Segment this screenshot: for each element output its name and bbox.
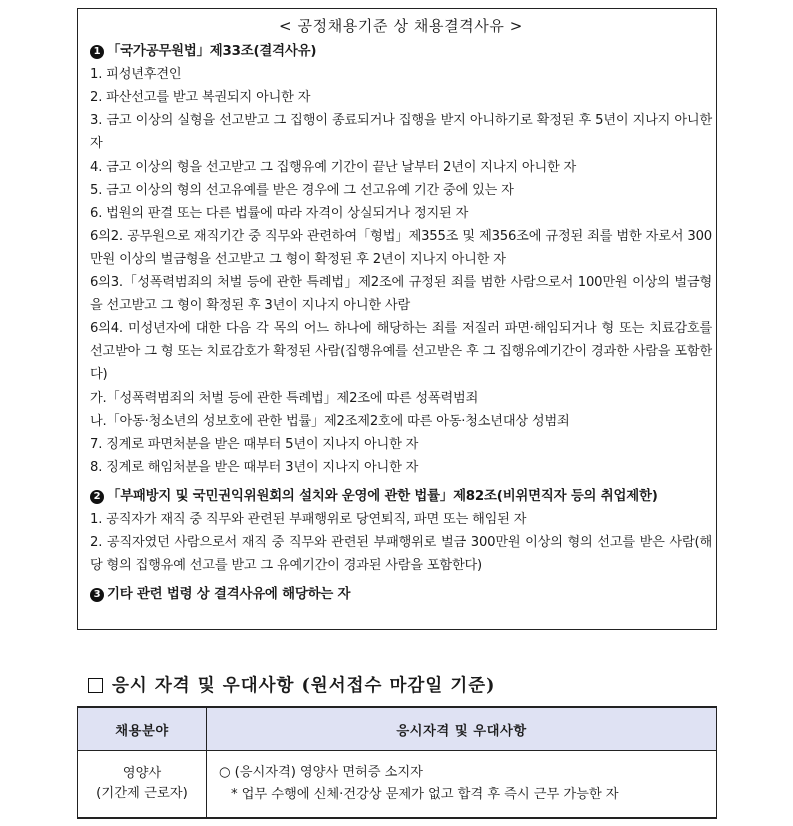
number-3-badge: 3	[90, 588, 104, 602]
number-2-badge: 2	[90, 490, 104, 504]
checkbox-square-icon	[88, 678, 103, 693]
list-item: 1. 공직자가 재직 중 직무와 관련된 부패행위로 당연퇴직, 파면 또는 해임된 자	[90, 511, 527, 527]
section-1-lines	[90, 63, 712, 479]
section-heading-2	[90, 485, 712, 508]
list-item: 6의4. 미성년자에 대한 다음 각 목의 어느 하나에 해당하는 죄를 저질러 파면·해임되거나 형 또는 치료감호를 선고받아 그 형 또는 치료감호가 확정된 사람(집행유예를 선고받은 후 그 집행유예기간이 경과한 사람을 포함한다)	[90, 321, 712, 383]
list-item: 2. 파산선고를 받고 복권되지 아니한 자	[90, 90, 311, 106]
list-item: 6의2. 공무원으로 재직기간 중 직무와 관련하여「형법」제355조 및 제356조에 규정된 죄를 범한 자로서 300만원 이상의 벌금형을 선고받고 그 형이 확정된 후 2년이 지나지 아니한 자	[90, 228, 712, 267]
column-header-qualification: 응시자격 및 우대사항	[207, 707, 717, 751]
list-item: 2. 공직자였던 사람으로서 재직 중 직무와 관련된 부패행위로 벌금 300만원 이상의 형의 선고를 받은 사람(해당 형의 집행유예 선고를 받고 그 유예기간이 경과된 사람을 포함한다)	[90, 535, 712, 574]
list-item: 5. 금고 이상의 형의 선고유예를 받은 경우에 그 선고유예 기간 중에 있는 자	[90, 182, 514, 198]
list-item: 6. 법원의 판결 또는 다른 법률에 따라 자격이 상실되거나 정지된 자	[90, 205, 469, 221]
list-item: 8. 징계로 해임처분을 받은 때부터 3년이 지나지 아니한 자	[90, 459, 419, 475]
section-heading-text: 기타 관련 법령 상 결격사유에 해당하는 자	[107, 587, 351, 603]
field-cell	[78, 751, 207, 819]
qualification-heading-text: 응시 자격 및 우대사항 (원서접수 마감일 기준)	[112, 676, 496, 696]
list-item: 7. 징계로 파면처분을 받은 때부터 5년이 지나지 아니한 자	[90, 436, 419, 452]
field-name: 영양사	[122, 766, 162, 781]
column-header-field: 채용분야	[78, 707, 207, 751]
section-2-lines	[90, 508, 712, 577]
qualification-heading	[88, 672, 495, 697]
table-header-row	[78, 707, 717, 751]
qualification-line: ○ (응시자격) 영양사 면허증 소지자	[219, 765, 423, 780]
number-1-badge: 1	[90, 45, 104, 59]
qualification-cell	[207, 751, 717, 819]
list-item: 1. 피성년후견인	[90, 67, 182, 83]
section-heading-3	[90, 583, 712, 606]
section-heading-text: 「국가공무원법」제33조(결격사유)	[107, 44, 317, 60]
box-title: < 공정채용기준 상 채용결격사유 >	[279, 17, 523, 35]
list-item: 6의3.「성폭력범죄의 처벌 등에 관한 특례법」제2조에 규정된 죄를 범한 사람으로서 100만원 이상의 벌금형을 선고받고 그 형이 확정된 후 3년이 지나지 아니한 사람	[90, 275, 712, 314]
list-item: 나.「아동·청소년의 성보호에 관한 법률」제2조제2호에 따른 아동·청소년대상 성범죄	[90, 413, 570, 429]
table-row	[78, 751, 717, 819]
list-item: 3. 금고 이상의 실형을 선고받고 그 집행이 종료되거나 집행을 받지 아니하기로 확정된 후 5년이 지나지 아니한 자	[90, 113, 712, 152]
qualification-table	[77, 706, 717, 819]
section-heading-text: 「부패방지 및 국민권익위원회의 설치와 운영에 관한 법률」제82조(비위면직자 등의 취업제한)	[107, 488, 658, 504]
disqualification-box	[77, 8, 717, 630]
list-item: 4. 금고 이상의 형을 선고받고 그 집행유예 기간이 끝난 날부터 2년이 지나지 아니한 자	[90, 159, 577, 175]
field-type: (기간제 근로자)	[96, 786, 188, 801]
qualification-note: * 업무 수행에 신체·건강상 문제가 없고 합격 후 즉시 근무 가능한 자	[231, 787, 619, 802]
section-heading-1	[90, 40, 712, 63]
list-item: 가.「성폭력범죄의 처벌 등에 관한 특례법」제2조에 따른 성폭력범죄	[90, 390, 479, 406]
